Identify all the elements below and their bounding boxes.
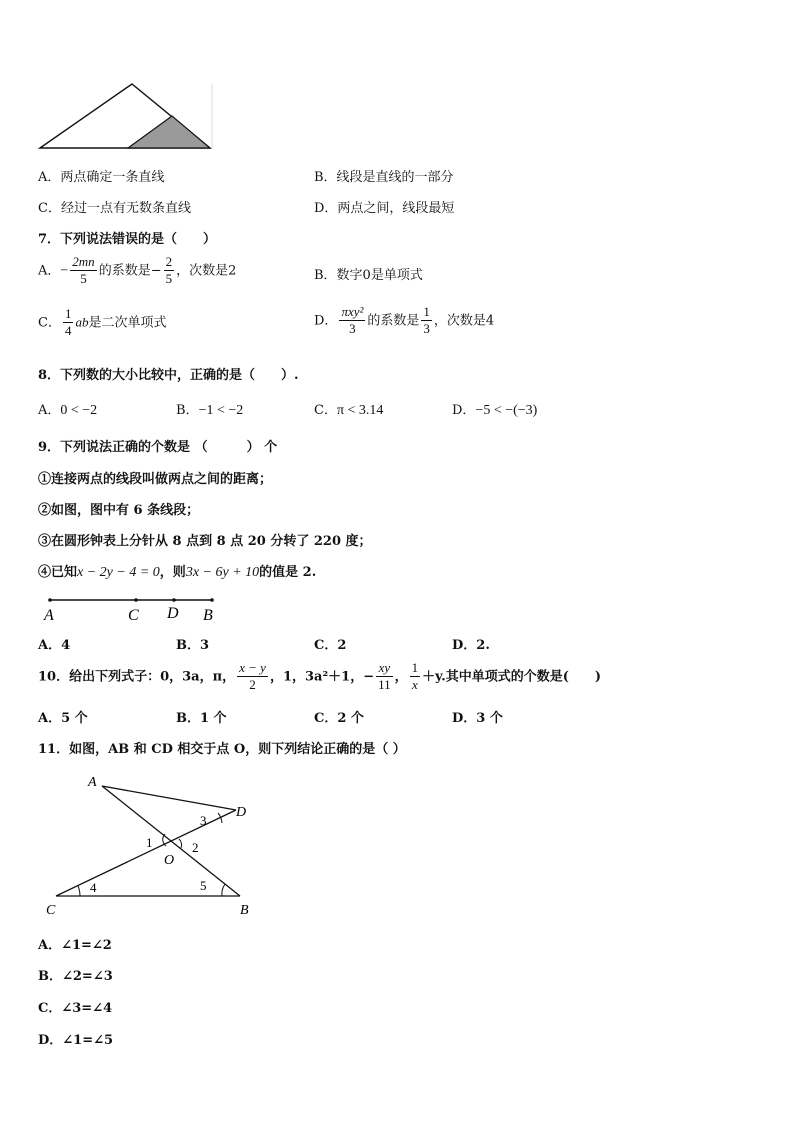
q7-option-a: A．− $\frac{2mn}{5}$ 的系数是− $\frac{2}{5}$ ，次数是2 (38, 254, 237, 287)
q11-option-c: C．∠3=∠4 (38, 1001, 113, 1016)
q8-option-d: D．−5 < −(−3) (452, 403, 538, 418)
q11-stem: 11．如图，AB 和 CD 相交于点 O，则下列结论正确的是（ ） (38, 742, 406, 757)
q11-angle-1: 1 (146, 835, 153, 850)
q9-option-a: A．4 (38, 638, 71, 653)
q9-statement-1: ①连接两点的线段叫做两点之间的距离； (38, 472, 273, 487)
q10-option-d: D．3 个 (452, 711, 503, 726)
q9-label-c: C (128, 607, 139, 624)
q11-option-d: D．∠1=∠5 (38, 1033, 114, 1048)
q6-option-c: C．经过一点有无数条直线 (38, 201, 191, 216)
q6-option-d: D．两点之间，线段最短 (314, 201, 455, 216)
q7-option-b: B．数字0是单项式 (314, 268, 423, 283)
q11-option-b: B．∠2=∠3 (38, 969, 113, 984)
q10-option-c: C．2 个 (314, 711, 364, 726)
q8-stem: 8．下列数的大小比较中，正确的是（ ）. (38, 368, 299, 383)
q11-angle-4: 4 (90, 880, 97, 895)
q7-option-c: C． $\frac{1}{4}$ ab是二次单项式 (38, 306, 167, 339)
q11-point-d: D (236, 805, 247, 820)
q10-option-a: A．5 个 (38, 711, 88, 726)
q8-option-a: A．0 < −2 (38, 403, 98, 418)
q11-option-a: A．∠1=∠2 (38, 938, 112, 953)
q9-option-b: B．3 (176, 638, 210, 653)
q6-option-a: A．两点确定一条直线 (38, 170, 165, 185)
q9-segment-figure (40, 594, 230, 626)
q6-option-b: B．线段是直线的一部分 (314, 170, 454, 185)
q6-figure (36, 82, 216, 152)
q9-label-a: A (44, 607, 54, 624)
q11-figure (40, 770, 270, 920)
q10-stem: 10．给出下列式子：0，3a，π， $\frac{x - y}{2}$ ，1，3a²＋1，− $\frac{xy}{11}$ ， $\frac{1}{x}$ ＋y.其中单项式的个数是( ) (38, 660, 602, 693)
q11-point-a: A (88, 775, 97, 790)
q7-stem: 7．下列说法错误的是（ ） (38, 232, 217, 247)
q9-option-c: C．2 (314, 638, 347, 653)
q11-angle-3: 3 (200, 813, 207, 828)
q11-angle-5: 5 (200, 878, 207, 893)
q9-statement-3: ③在圆形钟表上分针从 8 点到 8 点 20 分转了 220 度； (38, 534, 372, 549)
q9-label-d: D (167, 605, 179, 622)
q9-option-d: D．2. (452, 638, 490, 653)
q11-point-c: C (46, 903, 56, 918)
q8-option-c: C．π < 3.14 (314, 403, 384, 418)
q9-label-b: B (203, 607, 213, 624)
q11-angle-2: 2 (192, 840, 199, 855)
q9-stem: 9．下列说法正确的个数是 （ ） 个 (38, 440, 278, 455)
q9-statement-4: ④已知x − 2y − 4 = 0，则3x − 6y + 10的值是 2. (38, 565, 317, 580)
q9-statement-2: ②如图，图中有 6 条线段； (38, 503, 200, 518)
q7-option-d: D． $\frac{\text{πxy²}}{3}$ 的系数是 $\frac{1}{3}$ ，次数是4 (314, 304, 495, 337)
q11-point-b: B (240, 903, 249, 918)
q8-option-b: B．−1 < −2 (176, 403, 244, 418)
q11-point-o: O (164, 853, 175, 868)
q10-option-b: B．1 个 (176, 711, 227, 726)
